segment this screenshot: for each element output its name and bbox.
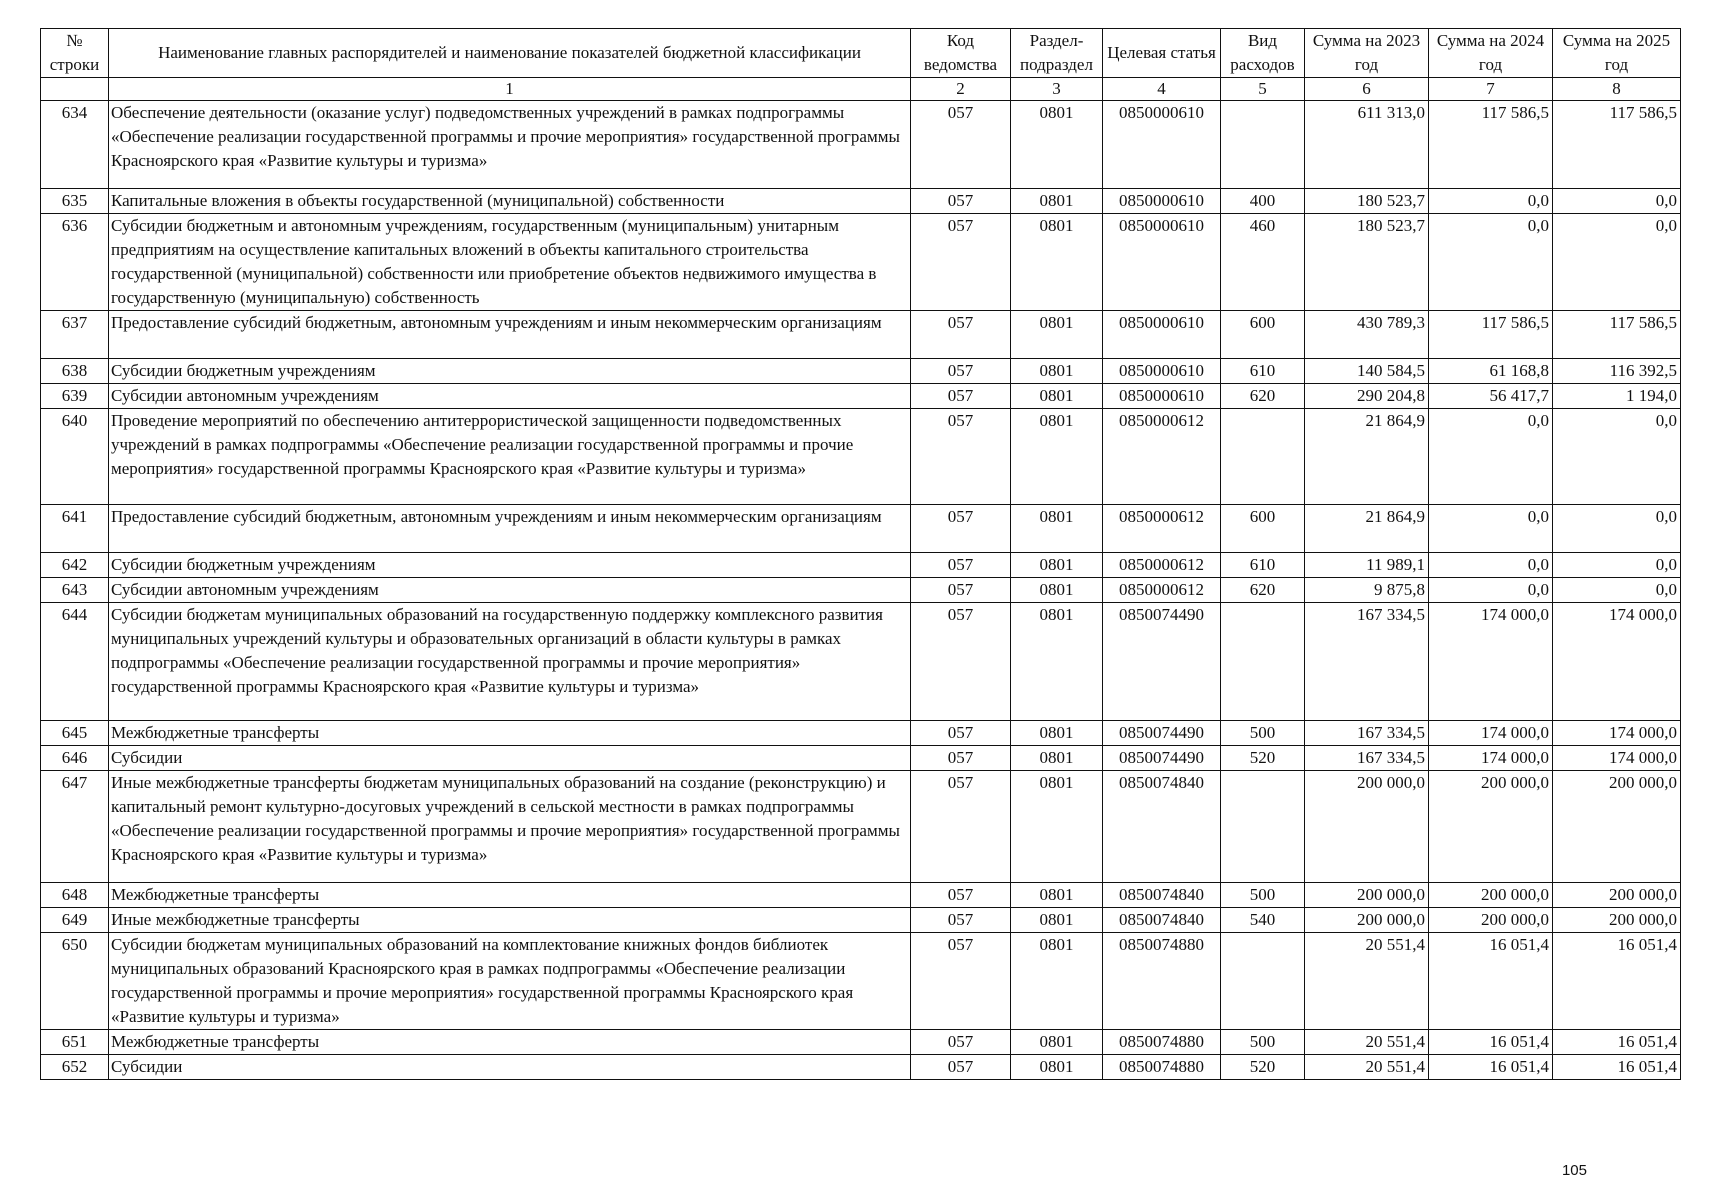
row-expense-type: 500 [1221, 721, 1305, 746]
row-target-article: 0850074840 [1103, 771, 1221, 883]
row-dept-code: 057 [911, 883, 1011, 908]
row-sum-2024: 174 000,0 [1429, 721, 1553, 746]
row-sum-2025: 0,0 [1553, 214, 1681, 311]
row-dept-code: 057 [911, 908, 1011, 933]
row-sum-2025: 16 051,4 [1553, 1055, 1681, 1080]
row-expense-type: 520 [1221, 746, 1305, 771]
row-expense-type: 520 [1221, 1055, 1305, 1080]
table-row [41, 101, 1681, 189]
row-target-article: 0850000610 [1103, 359, 1221, 384]
table-row [41, 1055, 1681, 1080]
row-number: 650 [41, 933, 109, 1030]
row-number: 643 [41, 578, 109, 603]
row-section: 0801 [1011, 553, 1103, 578]
row-sum-2025: 200 000,0 [1553, 908, 1681, 933]
row-name: Обеспечение деятельности (оказание услуг) подведомственных учреждений в рамках подпрограммы «Обеспечение реализации государственной программы и прочие мероприятия» государственной программы Красноярского края «Развитие культуры и туризма» [109, 101, 911, 189]
row-sum-2025: 0,0 [1553, 578, 1681, 603]
row-name: Субсидии бюджетным учреждениям [109, 359, 911, 384]
row-sum-2024: 16 051,4 [1429, 1030, 1553, 1055]
row-target-article: 0850000612 [1103, 578, 1221, 603]
header-sum-2023: Сумма на 2023 год [1305, 29, 1429, 78]
row-dept-code: 057 [911, 746, 1011, 771]
header-type: Вид расходов [1221, 29, 1305, 78]
row-expense-type: 620 [1221, 384, 1305, 409]
row-sum-2025: 0,0 [1553, 409, 1681, 505]
row-section: 0801 [1011, 101, 1103, 189]
row-section: 0801 [1011, 746, 1103, 771]
header-dept: Код ведомства [911, 29, 1011, 78]
row-dept-code: 057 [911, 578, 1011, 603]
column-number: 8 [1553, 78, 1681, 101]
row-sum-2025: 117 586,5 [1553, 311, 1681, 359]
table-row [41, 409, 1681, 505]
row-number: 645 [41, 721, 109, 746]
row-target-article: 0850000610 [1103, 214, 1221, 311]
row-expense-type: 460 [1221, 214, 1305, 311]
table-row [41, 553, 1681, 578]
row-target-article: 0850000610 [1103, 189, 1221, 214]
row-expense-type [1221, 101, 1305, 189]
row-sum-2025: 174 000,0 [1553, 746, 1681, 771]
row-section: 0801 [1011, 578, 1103, 603]
table-row [41, 214, 1681, 311]
row-target-article: 0850000612 [1103, 409, 1221, 505]
row-section: 0801 [1011, 883, 1103, 908]
page-number: 105 [1561, 1162, 1587, 1179]
row-sum-2025: 174 000,0 [1553, 603, 1681, 721]
row-section: 0801 [1011, 1055, 1103, 1080]
row-target-article: 0850074880 [1103, 1030, 1221, 1055]
row-dept-code: 057 [911, 384, 1011, 409]
row-target-article: 0850074490 [1103, 746, 1221, 771]
row-sum-2023: 180 523,7 [1305, 189, 1429, 214]
row-target-article: 0850000612 [1103, 505, 1221, 553]
row-name: Капитальные вложения в объекты государственной (муниципальной) собственности [109, 189, 911, 214]
row-number: 649 [41, 908, 109, 933]
row-number: 646 [41, 746, 109, 771]
row-dept-code: 057 [911, 311, 1011, 359]
row-section: 0801 [1011, 311, 1103, 359]
row-target-article: 0850000610 [1103, 384, 1221, 409]
row-dept-code: 057 [911, 214, 1011, 311]
row-section: 0801 [1011, 1030, 1103, 1055]
row-dept-code: 057 [911, 771, 1011, 883]
row-number: 641 [41, 505, 109, 553]
row-sum-2023: 21 864,9 [1305, 505, 1429, 553]
table-row [41, 908, 1681, 933]
column-number-empty [41, 78, 109, 101]
row-dept-code: 057 [911, 553, 1011, 578]
row-section: 0801 [1011, 505, 1103, 553]
row-sum-2024: 16 051,4 [1429, 933, 1553, 1030]
column-number: 7 [1429, 78, 1553, 101]
header-num: № строки [41, 29, 109, 78]
row-expense-type: 540 [1221, 908, 1305, 933]
row-sum-2025: 200 000,0 [1553, 883, 1681, 908]
table-row [41, 883, 1681, 908]
row-expense-type [1221, 771, 1305, 883]
row-target-article: 0850074880 [1103, 933, 1221, 1030]
header-sum-2024: Сумма на 2024 год [1429, 29, 1553, 78]
table-row [41, 1030, 1681, 1055]
row-section: 0801 [1011, 359, 1103, 384]
row-name: Межбюджетные трансферты [109, 1030, 911, 1055]
row-name: Предоставление субсидий бюджетным, автономным учреждениям и иным некоммерческим организациям [109, 505, 911, 553]
row-sum-2024: 0,0 [1429, 214, 1553, 311]
row-target-article: 0850074840 [1103, 908, 1221, 933]
budget-table [40, 28, 1681, 1080]
header-target: Целевая статья [1103, 29, 1221, 78]
row-sum-2025: 16 051,4 [1553, 1030, 1681, 1055]
row-name: Субсидии [109, 1055, 911, 1080]
row-name: Субсидии автономным учреждениям [109, 384, 911, 409]
row-expense-type: 610 [1221, 553, 1305, 578]
row-sum-2024: 200 000,0 [1429, 908, 1553, 933]
row-sum-2023: 180 523,7 [1305, 214, 1429, 311]
row-number: 640 [41, 409, 109, 505]
row-target-article: 0850000610 [1103, 101, 1221, 189]
row-sum-2023: 20 551,4 [1305, 1030, 1429, 1055]
row-name: Предоставление субсидий бюджетным, автономным учреждениям и иным некоммерческим организациям [109, 311, 911, 359]
row-target-article: 0850074490 [1103, 603, 1221, 721]
row-sum-2025: 0,0 [1553, 189, 1681, 214]
row-sum-2024: 117 586,5 [1429, 101, 1553, 189]
row-number: 637 [41, 311, 109, 359]
row-sum-2024: 0,0 [1429, 553, 1553, 578]
row-dept-code: 057 [911, 101, 1011, 189]
table-row [41, 746, 1681, 771]
header-name: Наименование главных распорядителей и наименование показателей бюджетной классификации [109, 29, 911, 78]
row-section: 0801 [1011, 908, 1103, 933]
column-number: 6 [1305, 78, 1429, 101]
row-expense-type: 600 [1221, 505, 1305, 553]
row-number: 639 [41, 384, 109, 409]
row-name: Межбюджетные трансферты [109, 883, 911, 908]
row-sum-2023: 20 551,4 [1305, 933, 1429, 1030]
row-sum-2025: 0,0 [1553, 553, 1681, 578]
row-sum-2024: 0,0 [1429, 578, 1553, 603]
table-row [41, 603, 1681, 721]
row-section: 0801 [1011, 409, 1103, 505]
row-number: 644 [41, 603, 109, 721]
row-number: 647 [41, 771, 109, 883]
row-sum-2023: 21 864,9 [1305, 409, 1429, 505]
table-row [41, 505, 1681, 553]
table-row [41, 189, 1681, 214]
row-dept-code: 057 [911, 721, 1011, 746]
row-sum-2023: 200 000,0 [1305, 908, 1429, 933]
row-name: Субсидии бюджетным учреждениям [109, 553, 911, 578]
row-sum-2024: 0,0 [1429, 505, 1553, 553]
row-sum-2024: 200 000,0 [1429, 883, 1553, 908]
row-number: 636 [41, 214, 109, 311]
row-dept-code: 057 [911, 1055, 1011, 1080]
row-target-article: 0850074840 [1103, 883, 1221, 908]
row-sum-2023: 611 313,0 [1305, 101, 1429, 189]
row-name: Межбюджетные трансферты [109, 721, 911, 746]
row-sum-2023: 20 551,4 [1305, 1055, 1429, 1080]
header-section: Раздел-подраздел [1011, 29, 1103, 78]
row-section: 0801 [1011, 603, 1103, 721]
row-section: 0801 [1011, 384, 1103, 409]
row-target-article: 0850000612 [1103, 553, 1221, 578]
row-number: 652 [41, 1055, 109, 1080]
row-section: 0801 [1011, 189, 1103, 214]
row-sum-2023: 200 000,0 [1305, 883, 1429, 908]
header-row [41, 29, 1681, 78]
row-expense-type: 400 [1221, 189, 1305, 214]
row-sum-2023: 140 584,5 [1305, 359, 1429, 384]
budget-table-page [40, 28, 1680, 1179]
row-dept-code: 057 [911, 505, 1011, 553]
row-number: 651 [41, 1030, 109, 1055]
table-row [41, 771, 1681, 883]
column-number: 4 [1103, 78, 1221, 101]
row-target-article: 0850000610 [1103, 311, 1221, 359]
row-sum-2023: 430 789,3 [1305, 311, 1429, 359]
row-sum-2025: 116 392,5 [1553, 359, 1681, 384]
row-dept-code: 057 [911, 189, 1011, 214]
table-row [41, 933, 1681, 1030]
row-dept-code: 057 [911, 359, 1011, 384]
row-expense-type: 500 [1221, 883, 1305, 908]
row-expense-type: 620 [1221, 578, 1305, 603]
row-target-article: 0850074490 [1103, 721, 1221, 746]
row-sum-2023: 167 334,5 [1305, 721, 1429, 746]
table-row [41, 721, 1681, 746]
row-sum-2023: 11 989,1 [1305, 553, 1429, 578]
row-expense-type [1221, 603, 1305, 721]
row-name: Иные межбюджетные трансферты [109, 908, 911, 933]
row-sum-2023: 200 000,0 [1305, 771, 1429, 883]
row-section: 0801 [1011, 933, 1103, 1030]
row-sum-2025: 117 586,5 [1553, 101, 1681, 189]
row-sum-2025: 1 194,0 [1553, 384, 1681, 409]
row-section: 0801 [1011, 771, 1103, 883]
row-sum-2025: 200 000,0 [1553, 771, 1681, 883]
row-number: 635 [41, 189, 109, 214]
table-row [41, 359, 1681, 384]
column-number: 2 [911, 78, 1011, 101]
row-target-article: 0850074880 [1103, 1055, 1221, 1080]
row-sum-2024: 16 051,4 [1429, 1055, 1553, 1080]
column-number: 5 [1221, 78, 1305, 101]
row-section: 0801 [1011, 721, 1103, 746]
row-sum-2024: 200 000,0 [1429, 771, 1553, 883]
row-name: Субсидии [109, 746, 911, 771]
row-name: Субсидии автономным учреждениям [109, 578, 911, 603]
row-dept-code: 057 [911, 933, 1011, 1030]
row-number: 642 [41, 553, 109, 578]
table-row [41, 578, 1681, 603]
column-number: 1 [109, 78, 911, 101]
table-row [41, 384, 1681, 409]
row-sum-2024: 61 168,8 [1429, 359, 1553, 384]
row-dept-code: 057 [911, 1030, 1011, 1055]
row-sum-2025: 0,0 [1553, 505, 1681, 553]
row-sum-2024: 0,0 [1429, 409, 1553, 505]
row-section: 0801 [1011, 214, 1103, 311]
row-expense-type: 600 [1221, 311, 1305, 359]
column-number: 3 [1011, 78, 1103, 101]
row-sum-2024: 0,0 [1429, 189, 1553, 214]
column-number-row [41, 78, 1681, 101]
row-sum-2023: 290 204,8 [1305, 384, 1429, 409]
row-name: Субсидии бюджетам муниципальных образований на комплектование книжных фондов библиотек муниципальных образований Красноярского края в рамках подпрограммы «Обеспечение реализации государственной программы и прочие мероприятия» государственной программы Красноярского края «Развитие культуры и туризма» [109, 933, 911, 1030]
row-sum-2024: 174 000,0 [1429, 746, 1553, 771]
row-dept-code: 057 [911, 603, 1011, 721]
row-dept-code: 057 [911, 409, 1011, 505]
row-expense-type: 610 [1221, 359, 1305, 384]
row-sum-2025: 16 051,4 [1553, 933, 1681, 1030]
row-expense-type: 500 [1221, 1030, 1305, 1055]
row-name: Субсидии бюджетным и автономным учреждениям, государственным (муниципальным) унитарным предприятиям на осуществление капитальных вложений в объекты капитального строительства государственной (муниципальной) собственности или приобретение объектов недвижимого имущества в государственную (муниципальную) собственность [109, 214, 911, 311]
row-name: Иные межбюджетные трансферты бюджетам муниципальных образований на создание (реконструкцию) и капитальный ремонт культурно-досуговых учреждений в сельской местности в рамках подпрограммы «Обеспечение реализации государственной программы и прочие мероприятия» государственной программы Красноярского края «Развитие культуры и туризма» [109, 771, 911, 883]
row-sum-2024: 117 586,5 [1429, 311, 1553, 359]
row-number: 634 [41, 101, 109, 189]
row-name: Проведение мероприятий по обеспечению антитеррористической защищенности подведомственных учреждений в рамках подпрограммы «Обеспечение реализации государственной программы и прочие мероприятия» государственной программы Красноярского края «Развитие культуры и туризма» [109, 409, 911, 505]
row-expense-type [1221, 933, 1305, 1030]
header-sum-2025: Сумма на 2025 год [1553, 29, 1681, 78]
row-name: Субсидии бюджетам муниципальных образований на государственную поддержку комплексного развития муниципальных учреждений культуры и образовательных организаций в области культуры в рамках подпрограммы «Обеспечение реализации государственной программы и прочие мероприятия» государственной программы Красноярского края «Развитие культуры и туризма» [109, 603, 911, 721]
row-sum-2025: 174 000,0 [1553, 721, 1681, 746]
row-number: 648 [41, 883, 109, 908]
table-body [41, 101, 1681, 1080]
row-sum-2024: 174 000,0 [1429, 603, 1553, 721]
row-sum-2023: 9 875,8 [1305, 578, 1429, 603]
row-expense-type [1221, 409, 1305, 505]
row-sum-2024: 56 417,7 [1429, 384, 1553, 409]
table-row [41, 311, 1681, 359]
row-sum-2023: 167 334,5 [1305, 603, 1429, 721]
row-sum-2023: 167 334,5 [1305, 746, 1429, 771]
row-number: 638 [41, 359, 109, 384]
